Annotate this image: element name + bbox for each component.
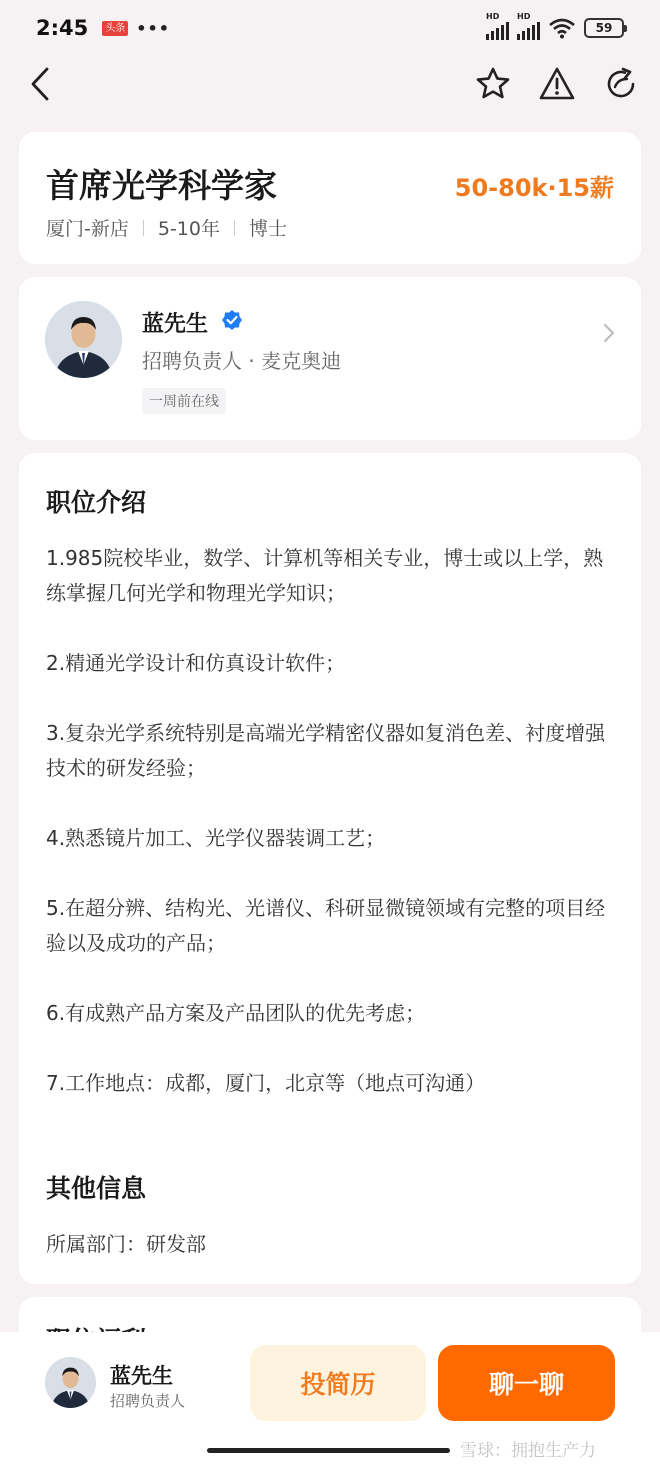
description-title: 职位介绍 (46, 488, 147, 517)
job-location: 厦门-新店 (46, 218, 129, 240)
home-indicator[interactable] (207, 1448, 450, 1453)
favorite-button[interactable] (473, 64, 513, 104)
back-button[interactable] (20, 64, 60, 104)
status-time: 2:45 (36, 16, 89, 40)
bottom-action-bar (0, 1332, 660, 1467)
recruiter-name: 蓝先生 (142, 312, 209, 337)
job-education: 博士 (248, 218, 287, 240)
battery-icon: 59 (584, 18, 624, 38)
divider (143, 220, 144, 236)
description-item: 2.精通光学设计和仿真设计软件； (46, 651, 346, 675)
signal-1-icon: HD (486, 16, 509, 40)
job-experience: 5-10年 (157, 218, 220, 240)
nav-bar (0, 56, 660, 112)
recruiter-role: 招聘负责人 · 麦克奥迪 (142, 349, 342, 373)
signal-2-icon: HD (517, 16, 540, 40)
share-button[interactable] (601, 64, 641, 104)
chevron-right-icon (603, 323, 615, 343)
job-meta (46, 214, 287, 241)
job-title: 首席光学科学家 (46, 166, 277, 205)
bottom-recruiter-name: 蓝先生 (110, 1364, 173, 1388)
report-button[interactable] (537, 64, 577, 104)
description-item: 6.有成熟产品方案及产品团队的优先考虑； (46, 1001, 426, 1025)
description-item: 3.复杂光学系统特别是高端光学精密仪器如复消色差、衬度增强技术的研发经验； (46, 721, 606, 780)
job-header-card (19, 132, 641, 264)
department-info: 所属部门：研发部 (46, 1232, 206, 1256)
status-bar (0, 0, 660, 56)
verified-badge-icon (221, 309, 243, 331)
description-body (46, 541, 616, 1101)
job-description-card (19, 453, 641, 1284)
recruiter-avatar (45, 301, 122, 378)
warning-icon (538, 66, 576, 102)
online-status-badge: 一周前在线 (142, 388, 226, 414)
watermark-text: 雪球：拥抱生产力 (460, 1441, 596, 1461)
description-item: 1.985院校毕业，数学、计算机等相关专业，博士或以上学，熟练掌握几何光学和物理光学知识； (46, 546, 604, 605)
other-info-title: 其他信息 (46, 1174, 147, 1203)
job-salary: 50-80k·15薪 (454, 174, 614, 202)
recruiter-card[interactable] (19, 277, 641, 440)
share-icon (603, 66, 639, 102)
star-icon (475, 66, 511, 102)
more-notifications-icon: ••• (136, 18, 170, 38)
chevron-left-icon (29, 66, 51, 102)
divider (234, 220, 235, 236)
recruiter-avatar-small (45, 1357, 96, 1408)
description-item: 5.在超分辨、结构光、光谱仪、科研显微镜领域有完整的项目经验以及成功的产品； (46, 896, 606, 955)
description-item: 7.工作地点：成都，厦门，北京等（地点可沟通） (46, 1071, 486, 1095)
wifi-icon (548, 17, 576, 39)
bottom-recruiter-role: 招聘负责人 (110, 1392, 186, 1410)
news-app-badge: 头条 (102, 21, 128, 36)
submit-resume-button[interactable]: 投简历 (250, 1345, 426, 1421)
status-icons (486, 12, 624, 40)
description-item: 4.熟悉镜片加工、光学仪器装调工艺； (46, 826, 386, 850)
chat-button[interactable]: 聊一聊 (438, 1345, 615, 1421)
watermark (460, 1436, 596, 1461)
